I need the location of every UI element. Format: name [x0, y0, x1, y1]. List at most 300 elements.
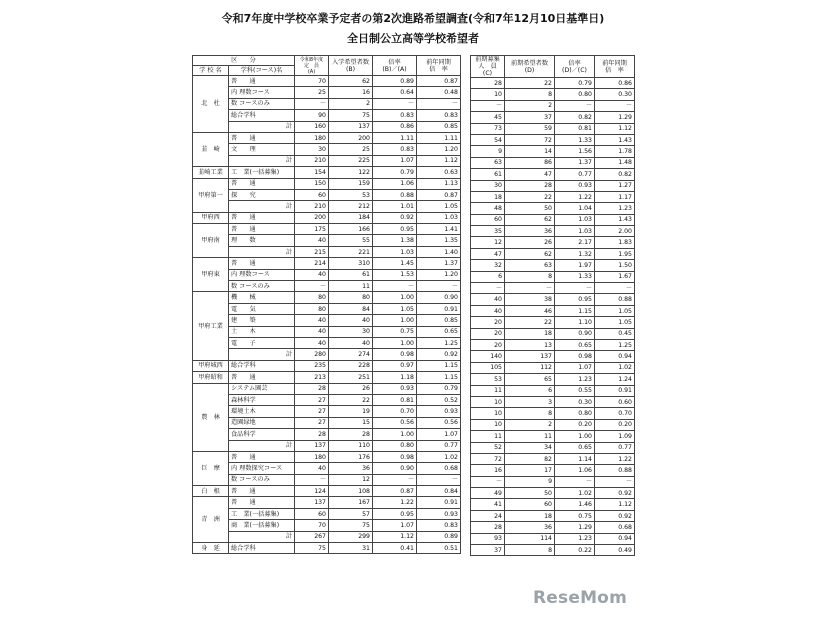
- early-ratio-cell: 0.82: [555, 112, 595, 123]
- capacity-cell: 137: [295, 497, 329, 508]
- recruit-cell: 40: [471, 305, 505, 316]
- table-row: [471, 533, 635, 544]
- recruit-cell: 10: [471, 396, 505, 407]
- applicants-cell: 31: [329, 543, 373, 554]
- early-applicants-cell: 8: [505, 271, 555, 282]
- table-row: [471, 134, 635, 145]
- recruit-cell: 10: [471, 89, 505, 100]
- table-row: [471, 385, 635, 396]
- prev-ratio-cell: 0.91: [417, 497, 461, 508]
- dept-cell: 食品科学: [229, 429, 295, 440]
- recruit-header: 前期募集 人 員 (C): [471, 56, 505, 78]
- school-name-cell: 北 杜: [193, 76, 229, 133]
- capacity-cell: 40: [295, 326, 329, 337]
- table-row: [193, 463, 461, 474]
- early-applicants-cell: 18: [505, 510, 555, 521]
- recruit-cell: 9: [471, 146, 505, 157]
- recruit-cell: 105: [471, 362, 505, 373]
- capacity-cell: －: [295, 98, 329, 109]
- ratio-cell: 1.00: [373, 315, 417, 326]
- table-row: [193, 372, 461, 383]
- prev-ratio-cell: 0.90: [417, 292, 461, 303]
- ratio-cell: 0.80: [373, 440, 417, 451]
- capacity-cell: 28: [295, 429, 329, 440]
- table-row: [471, 362, 635, 373]
- dept-cell: 内 理数コース: [229, 87, 295, 98]
- table-row: [193, 440, 461, 451]
- table-row: [471, 191, 635, 202]
- early-applicants-cell: 11: [505, 431, 555, 442]
- school-name-cell: 甲府東: [193, 258, 229, 292]
- early-applicants-header: 前期希望者数 (D): [505, 56, 555, 78]
- dept-cell: 数 コースのみ: [229, 281, 295, 292]
- capacity-cell: －: [295, 474, 329, 485]
- applicants-cell: 16: [329, 87, 373, 98]
- table-row: [193, 474, 461, 485]
- ratio-cell: 0.81: [373, 394, 417, 405]
- recruit-cell: 10: [471, 419, 505, 430]
- early-prev-ratio-cell: 1.05: [595, 305, 635, 316]
- capacity-cell: 60: [295, 508, 329, 519]
- applicants-cell: 84: [329, 303, 373, 314]
- table-row: [193, 326, 461, 337]
- early-applicants-cell: 46: [505, 305, 555, 316]
- early-ratio-cell: 0.80: [555, 408, 595, 419]
- early-applicants-cell: 59: [505, 123, 555, 134]
- early-applicants-cell: 8: [505, 408, 555, 419]
- table-row: [471, 442, 635, 453]
- early-ratio-cell: 0.81: [555, 123, 595, 134]
- ratio-cell: 1.03: [373, 246, 417, 257]
- ratio-cell: 1.01: [373, 201, 417, 212]
- capacity-cell: 137: [295, 440, 329, 451]
- table-row: [471, 374, 635, 385]
- table-row: [193, 337, 461, 348]
- ratio-cell: 0.93: [373, 383, 417, 394]
- early-ratio-cell: 1.10: [555, 317, 595, 328]
- ratio-cell: 0.75: [373, 326, 417, 337]
- dept-cell: 普 通: [229, 178, 295, 189]
- table-row: [471, 283, 635, 294]
- ratio-cell: 1.22: [373, 497, 417, 508]
- table-row: [193, 98, 461, 109]
- early-ratio-cell: 1.37: [555, 157, 595, 168]
- dept-cell: 建 築: [229, 315, 295, 326]
- applicants-cell: 122: [329, 167, 373, 178]
- early-applicants-cell: 14: [505, 146, 555, 157]
- recruit-cell: 93: [471, 533, 505, 544]
- prev-ratio-cell: 1.20: [417, 269, 461, 280]
- early-prev-ratio-cell: －: [595, 283, 635, 294]
- dept-cell: 普 通: [229, 212, 295, 223]
- early-ratio-cell: 1.03: [555, 226, 595, 237]
- early-applicants-cell: 36: [505, 226, 555, 237]
- capacity-cell: 210: [295, 155, 329, 166]
- table-row: [193, 178, 461, 189]
- dept-cell: 普 通: [229, 76, 295, 87]
- early-ratio-cell: 2.17: [555, 237, 595, 248]
- table-row: [471, 499, 635, 510]
- page-subtitle: 全日制公立高等学校希望者: [347, 32, 479, 45]
- early-prev-ratio-header: 前年同期 倍 率: [595, 56, 635, 78]
- dept-cell: 商 業(一括募集): [229, 520, 295, 531]
- early-prev-ratio-cell: 0.91: [595, 385, 635, 396]
- table-row: [471, 419, 635, 430]
- early-prev-ratio-cell: 1.43: [595, 214, 635, 225]
- applicants-cell: 80: [329, 292, 373, 303]
- table-row: [193, 486, 461, 497]
- dept-cell: 計: [229, 531, 295, 542]
- applicants-cell: 212: [329, 201, 373, 212]
- dept-cell: 計: [229, 201, 295, 212]
- prev-ratio-cell: 0.85: [417, 315, 461, 326]
- applicants-cell: 75: [329, 520, 373, 531]
- table-row: [471, 89, 635, 100]
- table-row: [193, 303, 461, 314]
- early-ratio-cell: －: [555, 283, 595, 294]
- table-row: [193, 508, 461, 519]
- school-name-cell: 甲府南: [193, 224, 229, 258]
- early-prev-ratio-cell: 1.29: [595, 112, 635, 123]
- table-row: [193, 155, 461, 166]
- capacity-cell: 27: [295, 406, 329, 417]
- applicants-cell: 40: [329, 337, 373, 348]
- kubun-header: 区 分: [193, 56, 295, 66]
- applicants-cell: 108: [329, 486, 373, 497]
- prev-ratio-cell: 0.83: [417, 110, 461, 121]
- table-row: [471, 78, 635, 89]
- table-row: [193, 121, 461, 132]
- table-row: [471, 522, 635, 533]
- early-applicants-cell: 62: [505, 214, 555, 225]
- recruit-cell: 52: [471, 442, 505, 453]
- early-prev-ratio-cell: 0.77: [595, 442, 635, 453]
- early-prev-ratio-cell: 1.12: [595, 499, 635, 510]
- table-row: [193, 144, 461, 155]
- table-row: [471, 396, 635, 407]
- capacity-cell: 28: [295, 383, 329, 394]
- table-row: [471, 180, 635, 191]
- early-prev-ratio-cell: 0.20: [595, 419, 635, 430]
- early-applicants-cell: 65: [505, 374, 555, 385]
- early-ratio-cell: 0.90: [555, 328, 595, 339]
- table-row: [193, 167, 461, 178]
- table-row: [193, 76, 461, 87]
- ratio-header: 倍率 (B)／(A): [373, 56, 417, 76]
- ratio-cell: 0.83: [373, 110, 417, 121]
- early-prev-ratio-cell: 1.83: [595, 237, 635, 248]
- table-row: [193, 394, 461, 405]
- dept-cell: 普 通: [229, 224, 295, 235]
- table-row: [471, 226, 635, 237]
- ratio-cell: 1.12: [373, 531, 417, 542]
- table-row: [471, 271, 635, 282]
- early-applicants-cell: 2: [505, 100, 555, 111]
- applicants-cell: 28: [329, 429, 373, 440]
- capacity-cell: 124: [295, 486, 329, 497]
- table-row: [193, 110, 461, 121]
- prev-ratio-cell: 1.15: [417, 372, 461, 383]
- ratio-cell: 1.00: [373, 429, 417, 440]
- dept-cell: 機 械: [229, 292, 295, 303]
- early-ratio-cell: 1.32: [555, 248, 595, 259]
- dept-cell: 森林科学: [229, 394, 295, 405]
- early-ratio-cell: 1.29: [555, 522, 595, 533]
- capacity-cell: 200: [295, 212, 329, 223]
- ratio-cell: 1.05: [373, 303, 417, 314]
- ratio-cell: 0.89: [373, 76, 417, 87]
- applicants-cell: 75: [329, 110, 373, 121]
- table-row: [471, 488, 635, 499]
- early-applicants-cell: 8: [505, 545, 555, 556]
- capacity-cell: 215: [295, 246, 329, 257]
- capacity-cell: 27: [295, 417, 329, 428]
- prev-ratio-cell: 0.68: [417, 463, 461, 474]
- early-prev-ratio-cell: 1.24: [595, 374, 635, 385]
- early-ratio-cell: 1.23: [555, 533, 595, 544]
- table-row: [193, 281, 461, 292]
- recruit-cell: 45: [471, 112, 505, 123]
- table-row: [471, 294, 635, 305]
- school-name-cell: 甲府昭和: [193, 372, 229, 383]
- early-ratio-header: 倍率 (D)／(C): [555, 56, 595, 78]
- prev-ratio-cell: 1.15: [417, 360, 461, 371]
- school-name-cell: 甲府西: [193, 212, 229, 223]
- early-prev-ratio-cell: 1.02: [595, 362, 635, 373]
- early-ratio-cell: 1.02: [555, 488, 595, 499]
- recruit-cell: 18: [471, 191, 505, 202]
- school-name-cell: 白 根: [193, 486, 229, 497]
- prev-ratio-cell: 1.25: [417, 337, 461, 348]
- school-name-cell: 巨 摩: [193, 451, 229, 485]
- table-row: [193, 531, 461, 542]
- table-row: [471, 112, 635, 123]
- ratio-cell: 1.18: [373, 372, 417, 383]
- ratio-cell: 1.11: [373, 132, 417, 143]
- applicants-cell: 2: [329, 98, 373, 109]
- prev-ratio-cell: 0.63: [417, 167, 461, 178]
- early-applicants-cell: 137: [505, 351, 555, 362]
- prev-ratio-cell: 1.35: [417, 235, 461, 246]
- recruit-cell: 40: [471, 294, 505, 305]
- dept-cell: 造園緑地: [229, 417, 295, 428]
- table-row: [193, 132, 461, 143]
- early-prev-ratio-cell: 0.30: [595, 89, 635, 100]
- prev-ratio-cell: 1.40: [417, 246, 461, 257]
- table-row: [471, 214, 635, 225]
- ratio-cell: 0.41: [373, 543, 417, 554]
- ratio-cell: 1.00: [373, 337, 417, 348]
- early-applicants-cell: 3: [505, 396, 555, 407]
- early-applicants-cell: 60: [505, 499, 555, 510]
- capacity-cell: 70: [295, 76, 329, 87]
- prev-ratio-cell: 0.93: [417, 406, 461, 417]
- early-prev-ratio-cell: 1.50: [595, 260, 635, 271]
- dept-header: 学科(コース)名: [229, 66, 295, 76]
- applicants-cell: 110: [329, 440, 373, 451]
- prev-ratio-cell: 0.79: [417, 383, 461, 394]
- early-ratio-cell: 1.14: [555, 453, 595, 464]
- table-row: [471, 453, 635, 464]
- dept-cell: 土 木: [229, 326, 295, 337]
- early-applicants-cell: 86: [505, 157, 555, 168]
- ratio-cell: 1.45: [373, 258, 417, 269]
- ratio-cell: 0.95: [373, 508, 417, 519]
- recruit-cell: 30: [471, 180, 505, 191]
- applicants-cell: 15: [329, 417, 373, 428]
- applicants-cell: 166: [329, 224, 373, 235]
- capacity-cell: 160: [295, 121, 329, 132]
- capacity-cell: 40: [295, 337, 329, 348]
- early-prev-ratio-cell: 0.88: [595, 294, 635, 305]
- early-prev-ratio-cell: 1.05: [595, 317, 635, 328]
- school-name-cell: 韮崎工業: [193, 167, 229, 178]
- prev-ratio-cell: 1.12: [417, 155, 461, 166]
- prev-ratio-cell: 1.11: [417, 132, 461, 143]
- dept-cell: 普 通: [229, 486, 295, 497]
- early-applicants-cell: 114: [505, 533, 555, 544]
- capacity-cell: 40: [295, 463, 329, 474]
- recruit-cell: 47: [471, 248, 505, 259]
- table-row: [193, 224, 461, 235]
- prev-ratio-cell: 1.37: [417, 258, 461, 269]
- recruit-cell: 49: [471, 488, 505, 499]
- prev-ratio-cell: 0.87: [417, 189, 461, 200]
- ratio-cell: 1.00: [373, 292, 417, 303]
- early-applicants-cell: 47: [505, 169, 555, 180]
- dept-cell: システム園芸: [229, 383, 295, 394]
- early-applicants-cell: 28: [505, 180, 555, 191]
- early-applicants-cell: 2: [505, 419, 555, 430]
- capacity-cell: 213: [295, 372, 329, 383]
- dept-cell: 普 通: [229, 258, 295, 269]
- dept-cell: 数 コースのみ: [229, 98, 295, 109]
- early-ratio-cell: 1.33: [555, 271, 595, 282]
- early-applicants-cell: 22: [505, 317, 555, 328]
- prev-ratio-cell: 0.85: [417, 121, 461, 132]
- capacity-header: 令和8年度 定 員 (A): [295, 56, 329, 76]
- prev-ratio-cell: 1.20: [417, 144, 461, 155]
- dept-cell: 計: [229, 155, 295, 166]
- dept-cell: 数 コースのみ: [229, 474, 295, 485]
- applicants-cell: 57: [329, 508, 373, 519]
- capacity-cell: 150: [295, 178, 329, 189]
- early-applicants-cell: 9: [505, 476, 555, 487]
- applicants-cell: 12: [329, 474, 373, 485]
- capacity-cell: 75: [295, 543, 329, 554]
- capacity-cell: 80: [295, 303, 329, 314]
- recruit-cell: 12: [471, 237, 505, 248]
- table-row: [471, 305, 635, 316]
- capacity-cell: 60: [295, 189, 329, 200]
- table-row: [193, 497, 461, 508]
- page-title: 令和7年度中学校卒業予定者の第2次進路希望調査(令和7年12月10日基準日): [221, 12, 605, 25]
- early-ratio-cell: 0.77: [555, 169, 595, 180]
- prev-ratio-cell: 0.91: [417, 303, 461, 314]
- table-row: [193, 246, 461, 257]
- early-prev-ratio-cell: 0.94: [595, 351, 635, 362]
- capacity-cell: 180: [295, 132, 329, 143]
- early-ratio-cell: 0.98: [555, 351, 595, 362]
- applicants-cell: 176: [329, 451, 373, 462]
- recruit-cell: 24: [471, 510, 505, 521]
- prev-ratio-cell: －: [417, 474, 461, 485]
- table-row: [471, 203, 635, 214]
- early-ratio-cell: －: [555, 476, 595, 487]
- school-name-cell: 身 延: [193, 543, 229, 554]
- table-row: [193, 383, 461, 394]
- early-prev-ratio-cell: 1.22: [595, 453, 635, 464]
- prev-ratio-cell: 1.13: [417, 178, 461, 189]
- recruit-cell: 6: [471, 271, 505, 282]
- table-row: [471, 248, 635, 259]
- dept-cell: 総合学科: [229, 543, 295, 554]
- recruit-cell: －: [471, 476, 505, 487]
- prev-ratio-cell: 0.65: [417, 326, 461, 337]
- early-prev-ratio-cell: 0.86: [595, 78, 635, 89]
- early-prev-ratio-cell: 2.00: [595, 226, 635, 237]
- early-applicants-cell: 37: [505, 112, 555, 123]
- recruit-cell: 140: [471, 351, 505, 362]
- early-ratio-cell: 0.79: [555, 78, 595, 89]
- recruit-cell: 54: [471, 134, 505, 145]
- ratio-cell: 0.64: [373, 87, 417, 98]
- early-prev-ratio-cell: 0.68: [595, 522, 635, 533]
- early-prev-ratio-cell: 0.92: [595, 510, 635, 521]
- table-row: [193, 543, 461, 554]
- ratio-cell: 0.92: [373, 212, 417, 223]
- ratio-cell: 0.97: [373, 360, 417, 371]
- applicants-cell: 251: [329, 372, 373, 383]
- table-row: [471, 431, 635, 442]
- early-prev-ratio-cell: 1.78: [595, 146, 635, 157]
- table-row: [193, 315, 461, 326]
- dept-cell: 工 業(一括募集): [229, 508, 295, 519]
- applicants-cell: 22: [329, 394, 373, 405]
- table-row: [193, 451, 461, 462]
- dept-cell: 探 究: [229, 189, 295, 200]
- table-row: [471, 260, 635, 271]
- school-name-cell: 青 洲: [193, 497, 229, 543]
- dept-cell: 電 気: [229, 303, 295, 314]
- prev-ratio-cell: 0.77: [417, 440, 461, 451]
- recruit-cell: 37: [471, 545, 505, 556]
- table-row: [471, 100, 635, 111]
- early-prev-ratio-cell: 0.82: [595, 169, 635, 180]
- dept-cell: 工 業(一括募集): [229, 167, 295, 178]
- applicants-cell: 62: [329, 76, 373, 87]
- applicants-cell: 53: [329, 189, 373, 200]
- school-name-cell: 韮 崎: [193, 132, 229, 166]
- table-row: [193, 292, 461, 303]
- ratio-cell: 1.38: [373, 235, 417, 246]
- early-prev-ratio-cell: 0.60: [595, 396, 635, 407]
- early-prev-ratio-cell: －: [595, 100, 635, 111]
- table-row: [471, 157, 635, 168]
- recruit-cell: 32: [471, 260, 505, 271]
- table-row: [193, 406, 461, 417]
- school-name-cell: 農 林: [193, 383, 229, 451]
- ratio-cell: 1.07: [373, 520, 417, 531]
- early-prev-ratio-cell: 0.45: [595, 328, 635, 339]
- ratio-cell: 1.53: [373, 269, 417, 280]
- capacity-cell: 280: [295, 349, 329, 360]
- early-applicants-cell: 18: [505, 328, 555, 339]
- early-ratio-cell: 1.04: [555, 203, 595, 214]
- dept-cell: 普 通: [229, 451, 295, 462]
- ratio-cell: 0.98: [373, 349, 417, 360]
- early-ratio-cell: 0.55: [555, 385, 595, 396]
